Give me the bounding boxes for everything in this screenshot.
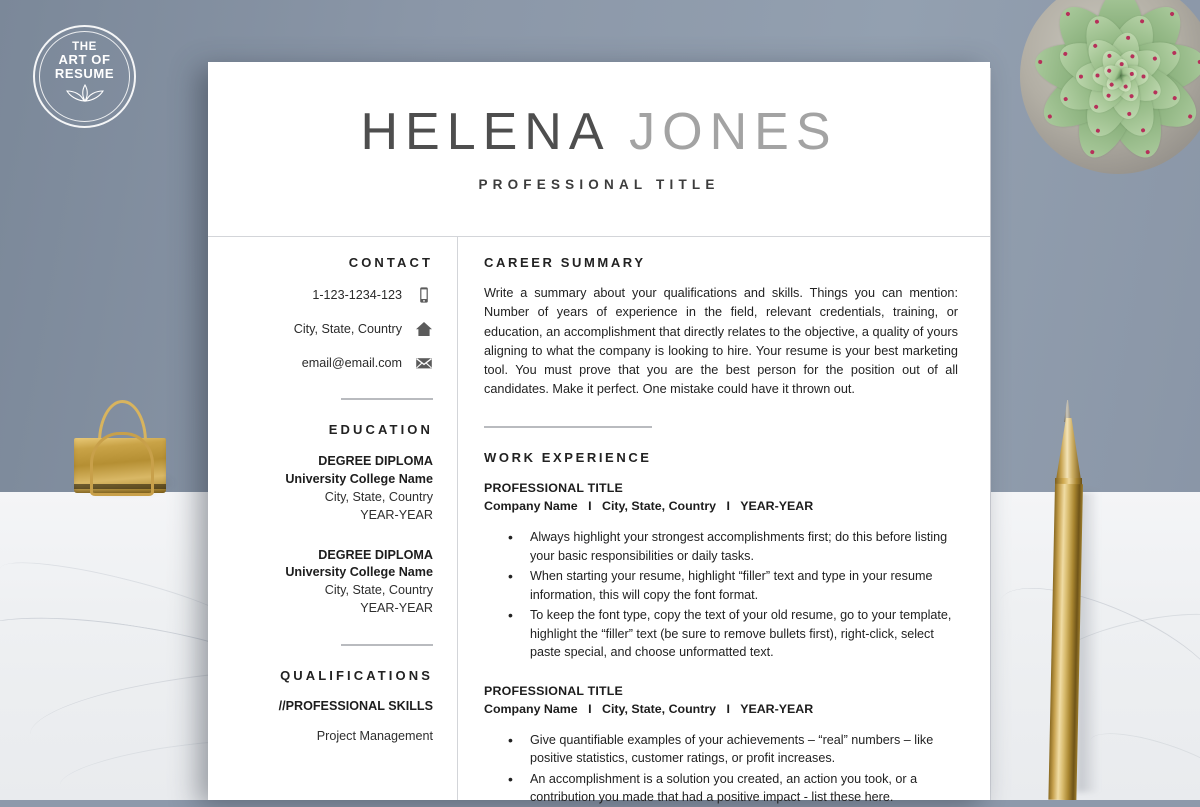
resume-header	[208, 62, 990, 237]
resume-sidebar	[208, 237, 458, 800]
candidate-name	[360, 106, 837, 158]
pen-cone	[1056, 418, 1081, 480]
contact-row-location	[222, 320, 433, 338]
job-company: Company Name	[484, 499, 578, 513]
last-name: JONES	[629, 103, 837, 161]
education-location: City, State, Country	[222, 582, 433, 600]
brand-logo-badge	[33, 25, 136, 128]
job-separator: I	[581, 702, 598, 716]
job-meta	[484, 497, 958, 516]
logo-line-2: ART OF	[59, 53, 111, 67]
location-text: City, State, Country	[294, 322, 402, 336]
phone-number: 1-123-1234-123	[312, 288, 402, 302]
main-divider-1	[484, 426, 652, 428]
job-meta	[484, 700, 958, 719]
job-bullet-list	[484, 731, 958, 807]
job-bullet: • Always highlight your strongest accomplishments first; do this before listing your basic responsibilities or daily tasks.	[530, 528, 958, 565]
career-summary-text: Write a summary about your qualifications and skills. Things you can mention: Number of years of experience in the field, relevant credentials, training, or education, an accomplishment that directly relates to the objective, a quality of yours aligning to what the company is looking to hire. Your resume is your best marketing tool. You must prove that you are the best person for the position out of all candidates. Make it perfect. One mistake could have it thrown out.	[484, 284, 958, 400]
job-company: Company Name	[484, 702, 578, 716]
mobile-phone-icon	[415, 286, 433, 304]
logo-line-3: RESUME	[55, 67, 114, 81]
job-location: City, State, Country	[602, 499, 716, 513]
education-years: YEAR-YEAR	[222, 600, 433, 618]
career-summary-heading: CAREER SUMMARY	[484, 255, 958, 270]
job-title: PROFESSIONAL TITLE	[484, 682, 958, 701]
job-years: YEAR-YEAR	[740, 702, 813, 716]
first-name: HELENA	[360, 103, 607, 161]
home-icon	[415, 320, 433, 338]
resume-body	[208, 237, 990, 800]
contact-row-phone	[222, 286, 433, 304]
contact-heading: CONTACT	[222, 255, 433, 270]
education-entry	[222, 547, 433, 619]
email-address: email@email.com	[302, 356, 402, 370]
job-bullet: • An accomplishment is a solution you created, an action you took, or a contribution you made that had a positive impact - list these here.	[530, 770, 958, 807]
job-title: PROFESSIONAL TITLE	[484, 479, 958, 498]
contact-row-email	[222, 354, 433, 372]
qualification-item: Project Management	[222, 727, 433, 746]
sidebar-divider-1	[341, 398, 433, 400]
sidebar-divider-2	[341, 644, 433, 646]
lotus-leaf-icon	[62, 84, 108, 102]
job-location: City, State, Country	[602, 702, 716, 716]
job-entry	[484, 479, 958, 516]
education-school: University College Name	[222, 564, 433, 582]
education-school: University College Name	[222, 471, 433, 489]
gold-pen	[1047, 392, 1087, 800]
education-entry	[222, 453, 433, 525]
envelope-icon	[415, 354, 433, 372]
job-years: YEAR-YEAR	[740, 499, 813, 513]
education-degree: DEGREE DIPLOMA	[222, 453, 433, 471]
clip-handle-front	[90, 432, 154, 496]
resume-document	[208, 62, 990, 800]
job-bullet: • Give quantifiable examples of your achievements – “real” numbers – like positive statistics, customer ratings, or profit increases.	[530, 731, 958, 768]
logo-line-1: THE	[72, 41, 97, 53]
job-bullet: • To keep the font type, copy the text of your old resume, go to your template, highlight the “filler” text (be sure to remove bullets first), right-click, select paste special, and choose unformatted text.	[530, 606, 958, 662]
work-experience-heading: WORK EXPERIENCE	[484, 450, 958, 465]
resume-main	[458, 237, 990, 800]
header-professional-title: PROFESSIONAL TITLE	[478, 177, 719, 192]
qualifications-heading: QUALIFICATIONS	[222, 668, 433, 683]
education-location: City, State, Country	[222, 489, 433, 507]
job-entry	[484, 682, 958, 719]
job-bullet: • When starting your resume, highlight “filler” text and type in your resume information, this will copy the font format.	[530, 567, 958, 604]
qualifications-subheading: //PROFESSIONAL SKILLS	[222, 699, 433, 713]
gold-binder-clip	[68, 398, 172, 503]
succulent-plant	[1006, 0, 1200, 194]
job-separator: I	[581, 499, 598, 513]
education-years: YEAR-YEAR	[222, 507, 433, 525]
job-bullet-list	[484, 528, 958, 662]
education-degree: DEGREE DIPLOMA	[222, 547, 433, 565]
education-heading: EDUCATION	[222, 422, 433, 437]
job-separator: I	[720, 702, 737, 716]
job-separator: I	[720, 499, 737, 513]
